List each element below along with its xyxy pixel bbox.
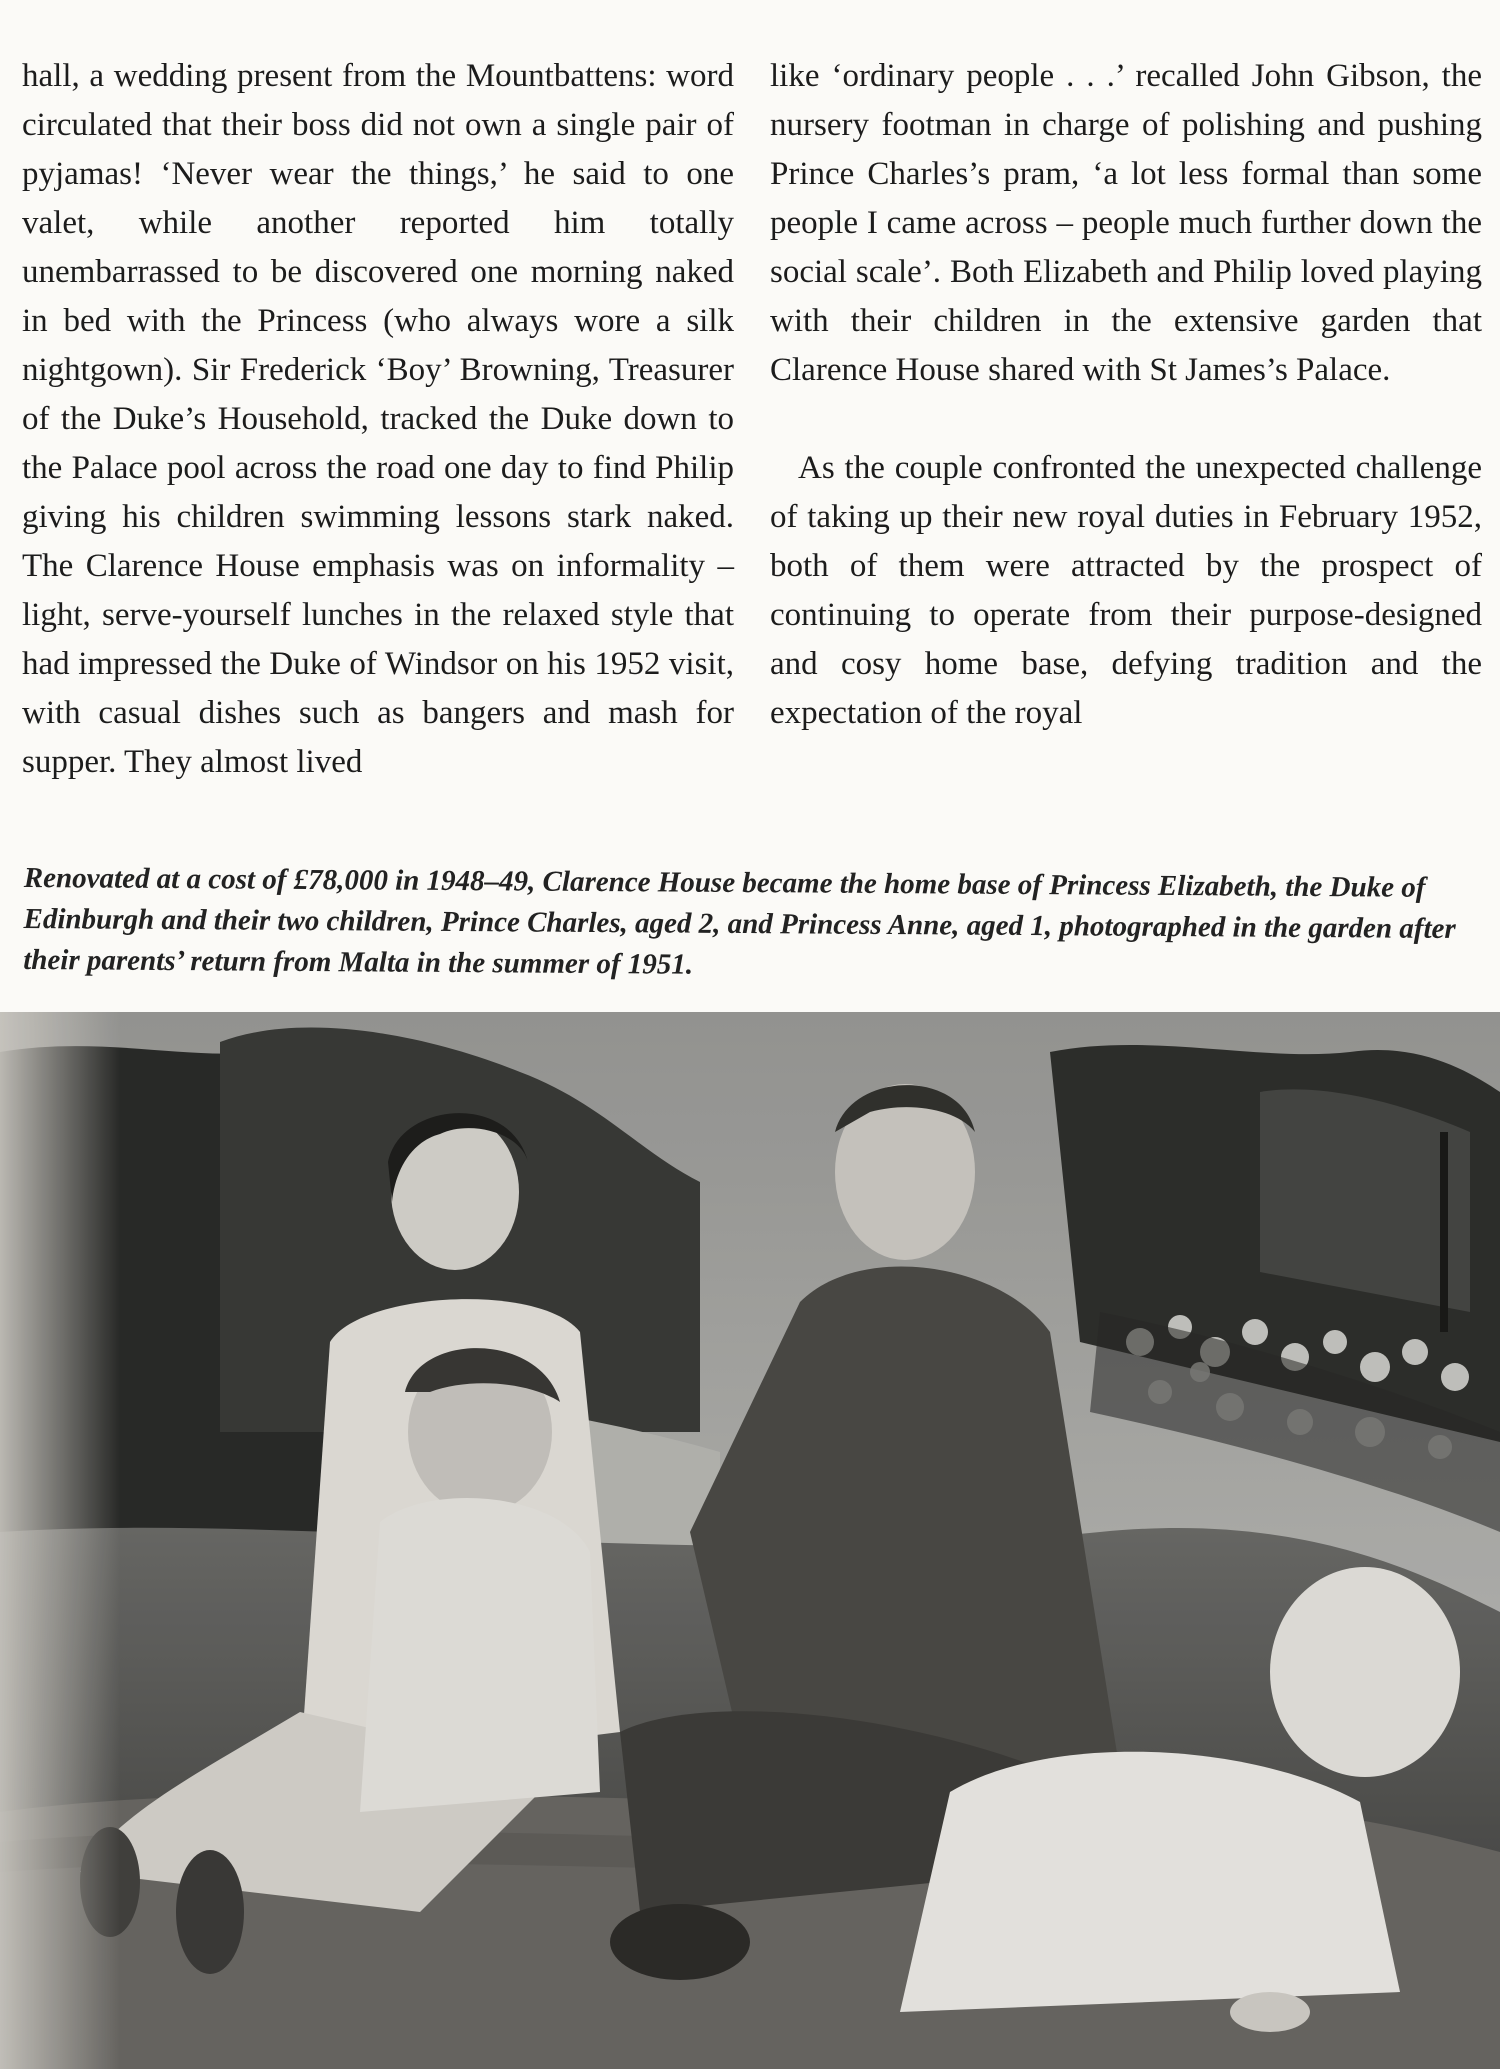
left-column-text: hall, a wedding present from the Mountbattens: word circulated that their boss did not own a single pair of pyjamas! ‘Never wear the things,’ he said to one valet, while another reported him totally unembarrassed to be discovered one morning naked in bed with the Princess (who always wore a silk nightgown). Sir Frederick ‘Boy’ Browning, Treasurer of the Duke’s Household, tracked the Duke down to the Palace pool across the road one day to find Philip giving his children swimming lessons stark naked. The Clarence House emphasis was on informality – light, serve-yourself lunches in the relaxed style that had impressed the Duke of Windsor on his 1952 visit, with casual dishes such as bangers and mash for supper. They almost lived [22,58,734,780]
right-column [770,52,1482,738]
left-column [22,52,734,787]
right-column-paragraph-1: like ‘ordinary people . . .’ recalled John Gibson, the nursery footman in charge of polishing and pushing Prince Charles’s pram, ‘a lot less formal than some people I came across – people much further down the social scale’. Both Elizabeth and Philip loved playing with their children in the extensive garden that Clarence House shared with St James’s Palace. [770,58,1482,388]
article-columns [22,52,1482,812]
family-photograph [0,1012,1500,2069]
photo-caption: Renovated at a cost of £78,000 in 1948–49, Clarence House became the home base of Princess Elizabeth, the Duke of Edinburgh and their two children, Prince Charles, aged 2, and Princess Anne, aged 1, photographed in the garden after their parents’ return from Malta in the summer of 1951. [23,861,1456,981]
right-column-paragraph-2: As the couple confronted the unexpected challenge of taking up their new royal duties in February 1952, both of them were attracted by the prospect of continuing to operate from their purpose-designed and cosy home base, defying tradition and the expectation of the royal [770,450,1482,731]
